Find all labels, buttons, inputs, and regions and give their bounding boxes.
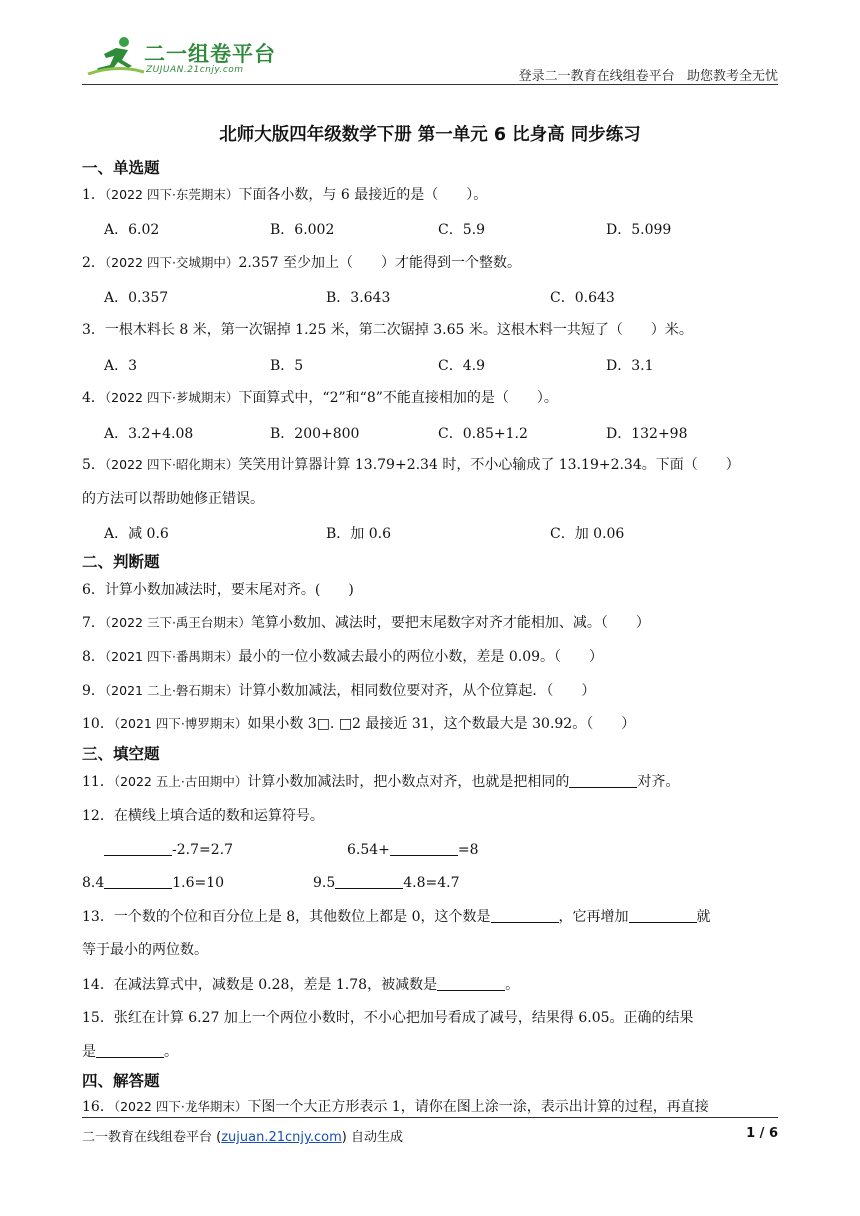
question-3: 3．一根木料长 8 米，第一次锯掉 1.25 米，第二次锯掉 3.65 米。这根木料一共短了（ ）米。 xyxy=(82,322,693,338)
question-13-line-2: 等于最小的两位数。 xyxy=(82,942,208,958)
answer-blank[interactable] xyxy=(437,976,505,991)
question-12: 12．在横线上填合适的数和运算符号。 xyxy=(82,808,324,824)
question-4: 4．（2022 四下·芗城期末）下面算式中，“2”和“8”不能直接相加的是（ ）。 xyxy=(82,390,558,406)
question-5: 5．（2022 四下·昭化期末）笑笑用计算器计算 13.79+2.34 时，不小心输成了 13.19+2.34。下面（ ） xyxy=(82,457,740,473)
q1-option-b[interactable]: B．6.002 xyxy=(270,222,335,238)
q5-option-b[interactable]: B．加 0.6 xyxy=(326,526,392,542)
question-15: 15．张红在计算 6.27 加上一个两位小数时，不小心把加号看成了减号，结果得 6.05。正确的结果 xyxy=(82,1010,694,1026)
page-number: 1 / 6 xyxy=(746,1126,778,1141)
question-1: 1．（2022 四下·东莞期末）下面各小数，与 6 最接近的是（ ）。 xyxy=(82,187,488,203)
question-10: 10．（2021 四下·博罗期末）如果小数 3□. □2 最接近 31，这个数最大是 30.92。（ ） xyxy=(82,716,636,732)
question-14: 14．在减法算式中，减数是 0.28，差是 1.78，被减数是 。 xyxy=(82,977,520,993)
q4-option-d[interactable]: D．132+98 xyxy=(606,426,688,442)
q3-option-a[interactable]: A．3 xyxy=(104,358,138,374)
question-16: 16．（2022 四下·龙华期末）下图一个大正方形表示 1，请你在图上涂一涂，表示出计算的过程，再直接 xyxy=(82,1099,709,1115)
q12-equation-3: 8.4 1.6=10 xyxy=(82,875,225,891)
question-13: 13．一个数的个位和百分位上是 8，其他数位上都是 0，这个数是 ，它再增加 就 xyxy=(82,909,711,925)
question-9: 9．（2021 二上·磐石期末）计算小数加减法，相同数位要对齐，从个位算起．（ ） xyxy=(82,683,596,699)
q5-option-a[interactable]: A．减 0.6 xyxy=(104,526,169,542)
q4-option-b[interactable]: B．200+800 xyxy=(270,426,360,442)
q4-option-a[interactable]: A．3.2+4.08 xyxy=(104,426,194,442)
q1-option-d[interactable]: D．5.099 xyxy=(606,222,672,238)
answer-blank[interactable] xyxy=(104,874,172,889)
q12-equation-1: -2.7=2.7 xyxy=(104,840,233,860)
page-title: 北师大版四年级数学下册 第一单元 6 比身高 同步练习 xyxy=(219,125,641,145)
footer-source: 二一教育在线组卷平台 (zujuan.21cnjy.com) 自动生成 xyxy=(82,1130,403,1145)
footer-link[interactable]: zujuan.21cnjy.com xyxy=(221,1130,342,1145)
q1-option-a[interactable]: A．6.02 xyxy=(104,222,160,238)
q1-option-c[interactable]: C．5.9 xyxy=(438,222,485,238)
question-6: 6．计算小数加减法时，要末尾对齐。( ) xyxy=(82,582,354,598)
footer-divider xyxy=(82,1117,778,1118)
question-7: 7．（2022 三下·禹王台期末）笔算小数加、减法时，要把末尾数字对齐才能相加、减。（ ） xyxy=(82,615,650,631)
question-11: 11．（2022 五上·古田期中）计算小数加减法时，把小数点对齐，也就是把相同的 对齐。 xyxy=(82,774,680,790)
q3-option-b[interactable]: B．5 xyxy=(270,358,304,374)
answer-blank[interactable] xyxy=(491,908,559,923)
logo xyxy=(86,34,276,80)
answer-blank[interactable] xyxy=(104,841,172,856)
section-single-choice: 一、单选题 xyxy=(82,159,160,177)
q2-option-c[interactable]: C．0.643 xyxy=(550,290,615,306)
q3-option-d[interactable]: D．3.1 xyxy=(606,358,654,374)
q4-option-c[interactable]: C．0.85+1.2 xyxy=(438,426,528,442)
answer-blank[interactable] xyxy=(569,773,637,788)
section-fill-blank: 三、填空题 xyxy=(82,745,160,763)
header-divider xyxy=(82,84,778,85)
question-2: 2．（2022 四下·交城期中）2.357 至少加上（ ）才能得到一个整数。 xyxy=(82,255,521,271)
q2-option-a[interactable]: A．0.357 xyxy=(104,290,169,306)
q12-equation-2: 6.54+ =8 xyxy=(347,842,479,858)
section-problem-solving: 四、解答题 xyxy=(82,1072,160,1090)
logo-subtext: ZUJUAN.21cnjy.com xyxy=(146,65,244,75)
q5-option-c[interactable]: C．加 0.06 xyxy=(550,526,625,542)
header-slogan: 登录二一教育在线组卷平台 助您教考全无忧 xyxy=(518,69,778,84)
question-8: 8．（2021 四下·番禺期末）最小的一位小数减去最小的两位小数，差是 0.09。（ ） xyxy=(82,649,604,665)
question-5-line-2: 的方法可以帮助她修正错误。 xyxy=(82,491,264,507)
answer-blank[interactable] xyxy=(335,874,403,889)
runner-logo-icon xyxy=(86,34,146,78)
question-15-line-2: 是 。 xyxy=(82,1044,178,1060)
answer-blank[interactable] xyxy=(629,908,697,923)
q2-option-b[interactable]: B．3.643 xyxy=(326,290,391,306)
logo-text: 二一组卷平台 xyxy=(144,42,276,66)
q3-option-c[interactable]: C．4.9 xyxy=(438,358,485,374)
answer-blank[interactable] xyxy=(96,1043,164,1058)
section-true-false: 二、判断题 xyxy=(82,553,160,571)
q12-equation-4: 9.5 4.8=4.7 xyxy=(313,875,460,891)
answer-blank[interactable] xyxy=(390,841,458,856)
